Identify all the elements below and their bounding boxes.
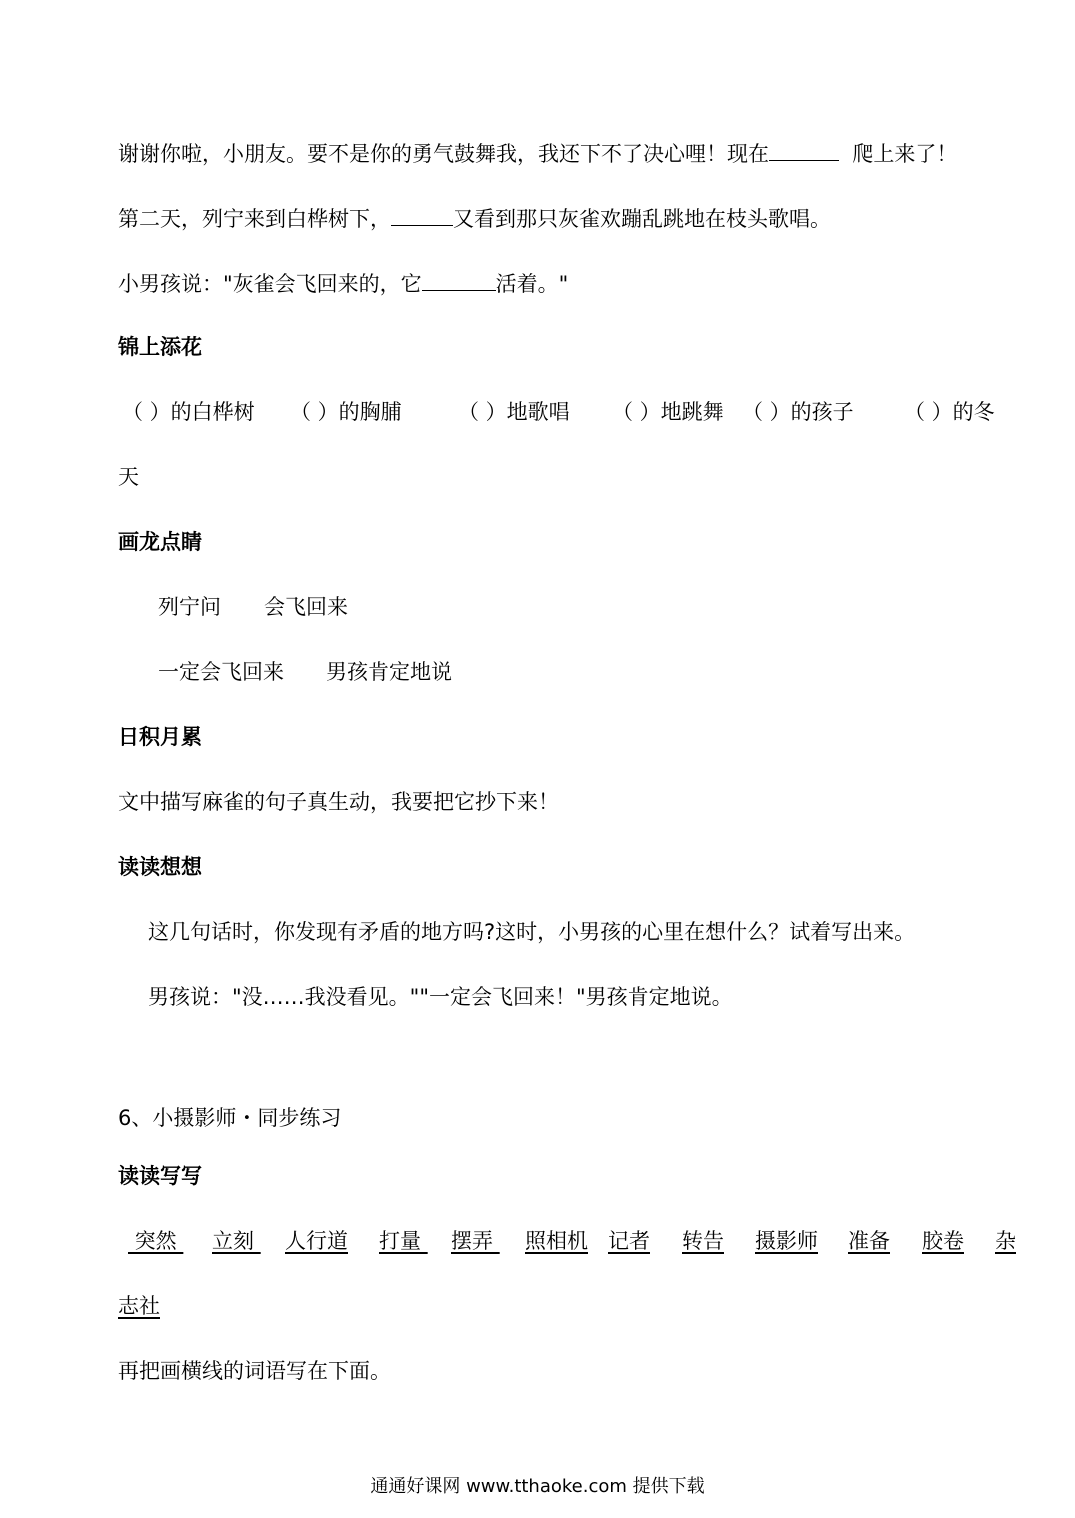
- jinshang-item: （ ）的孩子: [742, 400, 854, 424]
- jinshang-item: （ ）的白桦树: [122, 400, 255, 424]
- line-1-text-pre: 谢谢你啦，小朋友。要不是你的勇气鼓舞我，我还下不了决心哩！现在: [118, 142, 769, 166]
- section-title-duxie: 读读写写: [118, 1164, 202, 1188]
- vocab-word: 杂: [995, 1229, 1016, 1253]
- vocab-word: 胶卷: [922, 1229, 964, 1253]
- jinshang-wrap: 天: [118, 465, 139, 489]
- vocab-word: 突然: [128, 1229, 184, 1253]
- duxie-instruction: 再把画横线的词语写在下面。: [118, 1359, 391, 1383]
- footer-text: 通通好课网 www.tthaoke.com 提供下载: [370, 1476, 705, 1497]
- vocab-word: 照相机: [525, 1229, 588, 1253]
- line-3-text-pre: 小男孩说："灰雀会飞回来的，它: [118, 272, 422, 296]
- riji-text: 文中描写麻雀的句子真生动，我要把它抄下来！: [118, 790, 559, 814]
- lesson-title: 6、小摄影师・同步练习: [118, 1106, 342, 1130]
- vocab-word: 准备: [848, 1229, 890, 1253]
- line-2-text-pre: 第二天，列宁来到白桦树下，: [118, 207, 391, 231]
- vocab-word: 立刻: [212, 1229, 261, 1253]
- blank-input-3[interactable]: [422, 272, 496, 291]
- section-title-riji: 日积月累: [118, 725, 202, 749]
- vocab-word: 打量: [379, 1229, 428, 1253]
- blank-input-1[interactable]: [769, 142, 839, 161]
- jinshang-item: （ ）的胸脯: [290, 400, 402, 424]
- fill-blank-line-2: [118, 207, 831, 230]
- line-1-text-post: 爬上来了！: [852, 142, 958, 166]
- hualong-phrase: 男孩肯定地说: [326, 660, 452, 684]
- vocab-word-wrap: 志社: [118, 1294, 160, 1318]
- vocab-word: 摄影师: [755, 1229, 818, 1253]
- blank-input-2[interactable]: [391, 207, 453, 226]
- vocab-word: 转告: [682, 1229, 724, 1253]
- vocab-word: 人行道: [285, 1229, 348, 1253]
- section-title-dudu: 读读想想: [118, 855, 202, 879]
- fill-blank-line-3: [118, 272, 568, 295]
- dudu-question: 这几句话时，你发现有矛盾的地方吗?这时，小男孩的心里在想什么？试着写出来。: [148, 920, 916, 944]
- line-3-text-post: 活着。": [495, 272, 569, 296]
- vocab-word: 摆弄: [451, 1229, 500, 1253]
- dudu-quote: 男孩说："没……我没看见。""一定会飞回来！"男孩肯定地说。: [148, 985, 733, 1009]
- hualong-phrase: 列宁问: [158, 595, 221, 619]
- line-2-text-post: 又看到那只灰雀欢蹦乱跳地在枝头歌唱。: [453, 207, 831, 231]
- hualong-phrase: 一定会飞回来: [158, 660, 284, 684]
- fill-blank-line-1: [118, 142, 957, 165]
- vocab-word: 记者: [608, 1229, 650, 1253]
- jinshang-item: （ ）地歌唱: [458, 400, 570, 424]
- jinshang-item: （ ）地跳舞: [612, 400, 724, 424]
- section-title-hualong: 画龙点睛: [118, 530, 202, 554]
- jinshang-item: （ ）的冬: [904, 400, 995, 424]
- hualong-phrase: 会飞回来: [264, 595, 348, 619]
- section-title-jinshang: 锦上添花: [118, 335, 202, 359]
